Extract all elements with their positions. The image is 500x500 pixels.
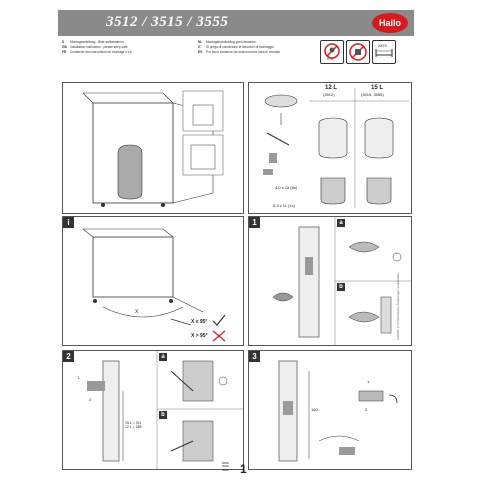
angle-ok-label: X ≤ 95° bbox=[191, 319, 208, 325]
page-title: 3512 / 3515 / 3555 bbox=[106, 14, 229, 30]
bin-small-model: (3512) bbox=[323, 92, 335, 97]
instruction-line: NL Montagehandleiding goed bewaren bbox=[198, 40, 256, 44]
instruction-line: FR Conserver les instructions de montage s.v.p. bbox=[62, 49, 133, 54]
step-3-note-2: 2. bbox=[365, 407, 369, 412]
dimension-label: ≥870 bbox=[378, 43, 387, 48]
instruction-line: IT Si prega di conservare le istruzioni di montaggio bbox=[198, 44, 274, 49]
step-3-panel bbox=[248, 350, 412, 470]
cabinet-overview-panel bbox=[62, 82, 244, 214]
step-2-note-1: 1. bbox=[77, 375, 81, 380]
bin-large-model: (3515, 3555) bbox=[361, 92, 384, 97]
screw2-label: 6,3 x 11 (1x) bbox=[273, 203, 295, 208]
step-1-panel bbox=[248, 216, 412, 346]
no-child-icon bbox=[346, 40, 370, 64]
instruction-list-right bbox=[198, 40, 280, 54]
step-2-number: 2 bbox=[63, 351, 74, 362]
parts-panel bbox=[248, 82, 412, 214]
screw1-label: 4,0 x 15 (8x) bbox=[275, 185, 298, 190]
step-i-number: i bbox=[63, 217, 74, 228]
dimension-icon bbox=[372, 40, 396, 64]
step-2b-label: b bbox=[159, 411, 167, 419]
bin-small-label: 12 L bbox=[325, 85, 338, 91]
step-2-dimensions: 15 L = 311 12 L = 285 bbox=[125, 421, 142, 429]
vertical-note: 11062/1.17 ® Technische Änderungen vorbehalten bbox=[396, 272, 400, 340]
bin-large-label: 15 L bbox=[371, 85, 384, 91]
age-warning-icon bbox=[320, 40, 344, 64]
step-3-dimension: 160 bbox=[311, 407, 318, 412]
step-2a-label: a bbox=[159, 353, 167, 361]
header-bar bbox=[58, 10, 414, 36]
footer-code: 0000 0000 0000 bbox=[222, 461, 229, 472]
page-number: 1 bbox=[240, 462, 247, 476]
instruction-list-left bbox=[62, 40, 133, 54]
step-1a-label: a bbox=[337, 219, 345, 227]
instruction-line: GB Installation instruction - please keep safe bbox=[62, 44, 128, 49]
instruction-sheet bbox=[58, 10, 414, 480]
instruction-line: ES Por favor conserve las instrucciones para el montaje bbox=[198, 49, 281, 54]
step-1b-label: b bbox=[337, 283, 345, 291]
step-3-number: 3 bbox=[249, 351, 260, 362]
step-1-number: 1 bbox=[249, 217, 260, 228]
angle-bad-label: X > 95° bbox=[191, 333, 208, 339]
step-2-panel bbox=[62, 350, 244, 470]
hailo-logo: Hailo bbox=[372, 13, 408, 33]
instruction-line: D Montageanleitung - Bitte aufbewahren bbox=[62, 40, 124, 44]
step-3-note-1: 1. bbox=[367, 379, 371, 384]
step-i-panel bbox=[62, 216, 244, 346]
age-label: 0-3 bbox=[327, 56, 333, 61]
step-2-note-2: 2. bbox=[89, 397, 93, 402]
angle-x-label: X bbox=[135, 309, 139, 315]
